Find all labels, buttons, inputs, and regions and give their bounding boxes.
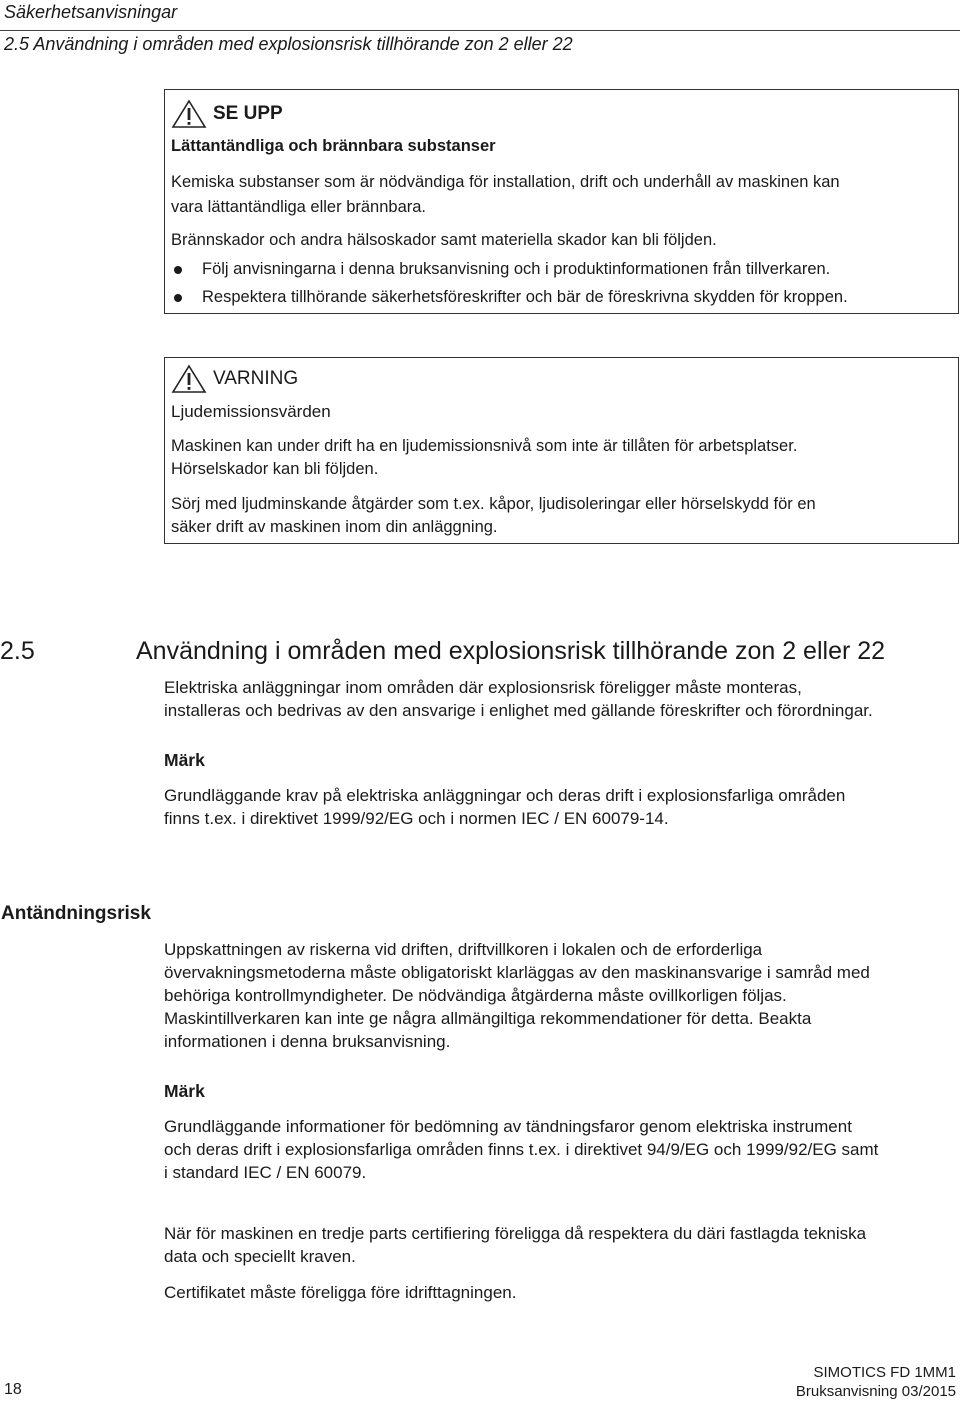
ignition-paragraph-line: behöriga kontrollmyndigheter. De nödvändiga åtgärderna måste ovillkorligen följas. (164, 986, 787, 1005)
warning-body-line: Maskinen kan under drift ha en ljudemissionsnivå som inte är tillåten för arbetsplatser. (171, 437, 798, 455)
ignition-paragraph-line: Maskintillverkaren kan inte ge några allmängiltiga rekommendationer för detta. Beakta (164, 1009, 812, 1028)
caution-body-line: Kemiska substanser som är nödvändiga för installation, drift och underhåll av maskinen kan (171, 173, 840, 191)
section-heading (0, 637, 885, 666)
warning-body-line: Hörselskador kan bli följden. (171, 460, 379, 478)
side-heading-ignition-risk: Antändningsrisk (1, 903, 151, 924)
caution-notice-box (164, 89, 959, 314)
bullet-icon (174, 266, 182, 274)
warning-action-line: Sörj med ljudminskande åtgärder som t.ex. kåpor, ljudisoleringar eller hörselskydd för en (171, 495, 816, 513)
footer-document-info: Bruksanvisning 03/2015 (795, 1383, 956, 1400)
note-text-line: finns t.ex. i direktivet 1999/92/EG och i normen IEC / EN 60079-14. (164, 809, 669, 828)
running-header-chapter: Säkerhetsanvisningar (4, 2, 178, 22)
caution-consequence: Brännskador och andra hälsoskador samt materiella skador kan bli följden. (171, 231, 717, 249)
warning-signal-word: VARNING (213, 368, 299, 389)
footer-product-name: SIMOTICS FD 1MM1 (813, 1364, 956, 1381)
section-title: Användning i områden med explosionsrisk tillhörande zon 2 eller 22 (136, 637, 886, 665)
intro-paragraph-line: installeras och bedrivas av den ansvarige i enlighet med gällande föreskrifter och förordningar. (164, 701, 873, 720)
certification-paragraph-line: När för maskinen en tredje parts certifiering föreligga då respektera du däri fastlagda tekniska (164, 1224, 867, 1243)
warning-notice-box (164, 357, 959, 544)
note-text-line: Grundläggande krav på elektriska anläggningar och deras drift i explosionsfarliga områden (164, 786, 846, 805)
warning-triangle-icon (171, 364, 207, 394)
caution-bullet-item (171, 260, 830, 279)
certificate-requirement: Certifikatet måste föreligga före idrifttagningen. (164, 1283, 517, 1302)
intro-paragraph-line: Elektriska anläggningar inom områden där explosionsrisk föreligger måste monteras, (164, 678, 802, 697)
warning-header (171, 364, 298, 394)
header-divider (0, 30, 960, 31)
note-text-line: i standard IEC / EN 60079. (164, 1163, 367, 1182)
section-number: 2.5 (0, 637, 35, 665)
certification-paragraph-line: data och speciellt kraven. (164, 1247, 356, 1266)
warning-action-line: säker drift av maskinen inom din anläggning. (171, 518, 498, 536)
caution-title: Lättantändliga och brännbara substanser (171, 137, 496, 155)
ignition-paragraph-line: Uppskattningen av riskerna vid driften, driftvillkoren i lokalen och de erforderliga (164, 940, 763, 959)
ignition-paragraph-line: övervakningsmetoderna måste obligatoriskt klarläggas av den maskinansvarige i samråd med (164, 963, 870, 982)
warning-title: Ljudemissionsvärden (171, 402, 331, 421)
note-label: Märk (164, 1081, 205, 1101)
note-label: Märk (164, 750, 205, 770)
running-header-section: 2.5 Användning i områden med explosionsrisk tillhörande zon 2 eller 22 (4, 34, 573, 54)
caution-header (171, 99, 283, 129)
bullet-icon (174, 294, 182, 302)
caution-body-line: vara lättantändliga eller brännbara. (171, 198, 427, 216)
page-number: 18 (4, 1381, 22, 1398)
note-text-line: Grundläggande informationer för bedömning av tändningsfaror genom elektriska instrument (164, 1117, 852, 1136)
note-text-line: och deras drift i explosionsfarliga områden finns t.ex. i direktivet 94/9/EG och 1999/92/EG samt (164, 1140, 879, 1159)
warning-triangle-icon (171, 99, 207, 129)
caution-bullet-text: Respektera tillhörande säkerhetsföreskrifter och bär de föreskrivna skydden för kroppen. (202, 288, 848, 306)
caution-bullet-text: Följ anvisningarna i denna bruksanvisning och i produktinformationen från tillverkaren. (202, 260, 831, 278)
caution-signal-word: SE UPP (213, 103, 283, 124)
caution-bullet-item (171, 288, 848, 307)
ignition-paragraph-line: informationen i denna bruksanvisning. (164, 1032, 451, 1051)
